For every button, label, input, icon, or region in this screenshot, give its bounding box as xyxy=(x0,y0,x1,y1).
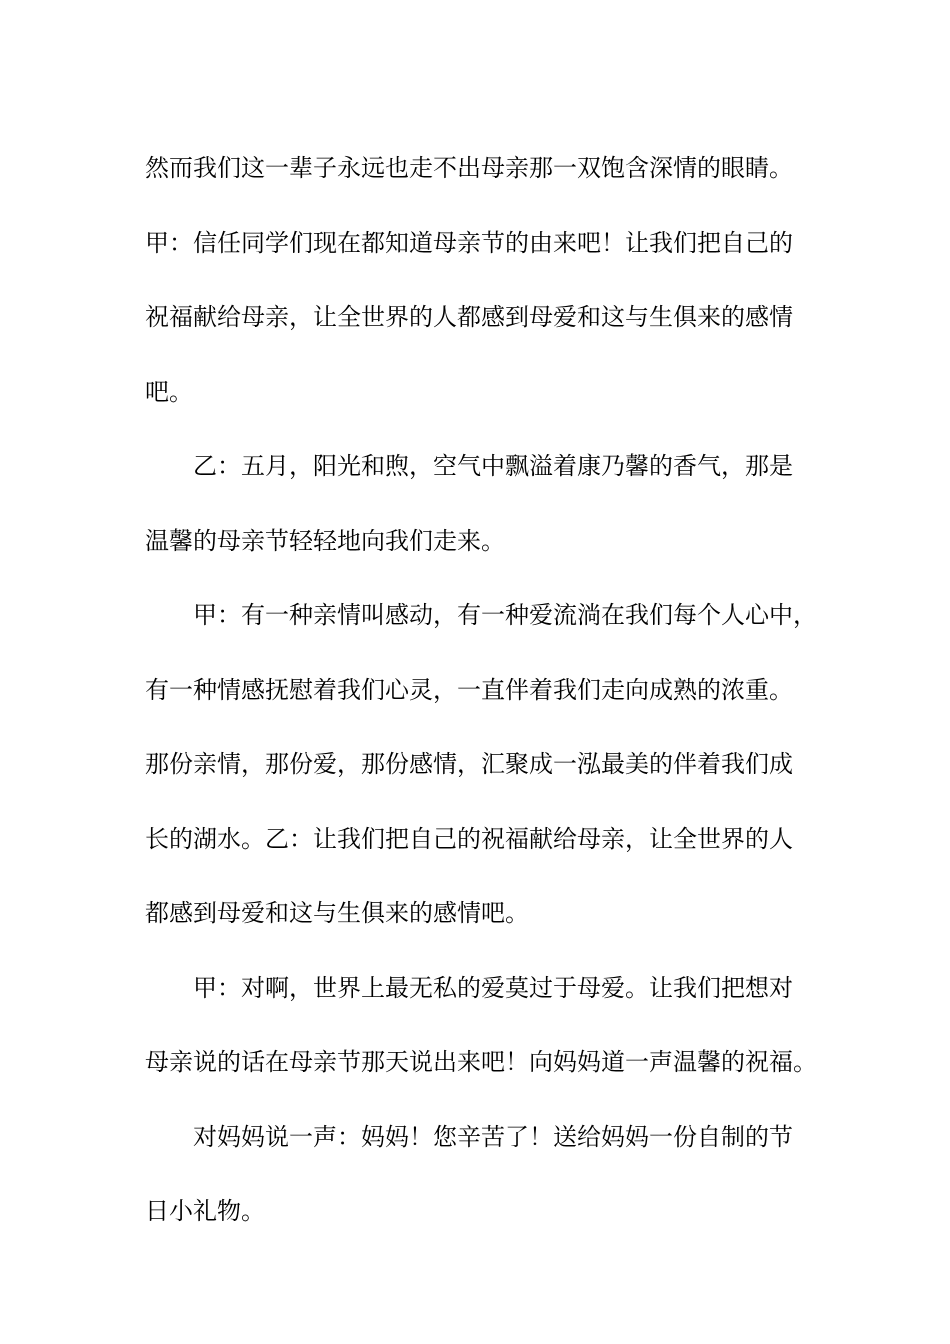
text-line: 温馨的母亲节轻轻地向我们走来。 xyxy=(145,526,505,555)
text-line: 甲：有一种亲情叫感动，有一种爱流淌在我们每个人心中， xyxy=(193,601,817,629)
paragraph-6 xyxy=(145,1100,825,1249)
text-line: 有一种情感抚慰着我们心灵，一直伴着我们走向成熟的浓重。 xyxy=(145,675,793,704)
text-line: 日小礼物。 xyxy=(145,1197,265,1225)
text-line: 那份亲情，那份爱，那份感情，汇聚成一泓最美的伴着我们成 xyxy=(145,750,793,778)
paragraph-2 xyxy=(145,206,825,430)
text-line: 对妈妈说一声：妈妈！您辛苦了！送给妈妈一份自制的节 xyxy=(193,1122,793,1151)
text-line: 母亲说的话在母亲节那天说出来吧！向妈妈道一声温馨的祝福。 xyxy=(145,1048,817,1076)
text-line: 甲：对啊，世界上最无私的爱莫过于母爱。让我们把想对 xyxy=(193,973,793,1002)
document-body xyxy=(145,131,825,1249)
text-line: 祝福献给母亲，让全世界的人都感到母爱和这与生俱来的感情 xyxy=(145,303,793,331)
paragraph-4 xyxy=(145,578,825,951)
text-line: 甲：信任同学们现在都知道母亲节的由来吧！让我们把自己的 xyxy=(145,228,793,257)
text-line: 乙：五月，阳光和煦，空气中飘溢着康乃馨的香气，那是 xyxy=(193,452,793,480)
text-line: 然而我们这一辈子永远也走不出母亲那一双饱含深情的眼睛。 xyxy=(145,154,793,182)
paragraph-3 xyxy=(145,429,825,578)
paragraph-5 xyxy=(145,951,825,1100)
paragraph-1 xyxy=(145,131,825,206)
text-line: 长的湖水。乙：让我们把自己的祝福献给母亲，让全世界的人 xyxy=(145,824,793,853)
text-line: 都感到母爱和这与生俱来的感情吧。 xyxy=(145,899,529,927)
text-line: 吧。 xyxy=(145,377,193,406)
